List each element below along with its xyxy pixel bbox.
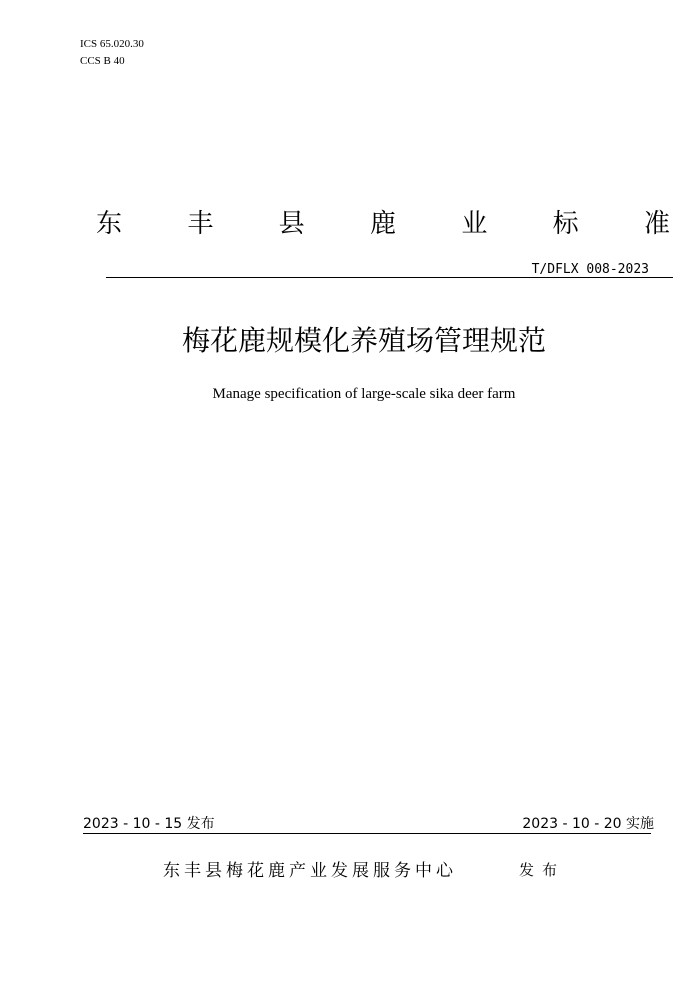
implementation-date: 2023 - 10 - 20 实施 bbox=[522, 816, 654, 832]
standard-type-char: 鹿 bbox=[369, 209, 396, 239]
publish-label: 发布 bbox=[519, 861, 566, 879]
standard-type-char: 东 bbox=[96, 209, 123, 239]
document-title-english: Manage specification of large-scale sika deer farm bbox=[212, 386, 516, 402]
standard-type-heading bbox=[96, 207, 670, 241]
standard-type-char: 准 bbox=[643, 209, 670, 239]
ccs-code: CCS B 40 bbox=[80, 55, 125, 67]
header-divider bbox=[106, 277, 673, 278]
ics-code: ICS 65.020.30 bbox=[80, 38, 144, 50]
footer-divider bbox=[83, 833, 651, 834]
standard-type-char: 标 bbox=[552, 209, 579, 239]
issue-date: 2023 - 10 - 15 发布 bbox=[83, 816, 215, 832]
standard-type-char: 丰 bbox=[187, 209, 214, 239]
document-title-chinese: 梅花鹿规模化养殖场管理规范 bbox=[181, 324, 546, 357]
standard-number: T/DFLX 008-2023 bbox=[531, 262, 649, 277]
standard-type-char: 业 bbox=[461, 209, 488, 239]
publisher-name: 东丰县梅花鹿产业发展服务中心 bbox=[163, 861, 457, 881]
standard-type-char: 县 bbox=[278, 209, 305, 239]
